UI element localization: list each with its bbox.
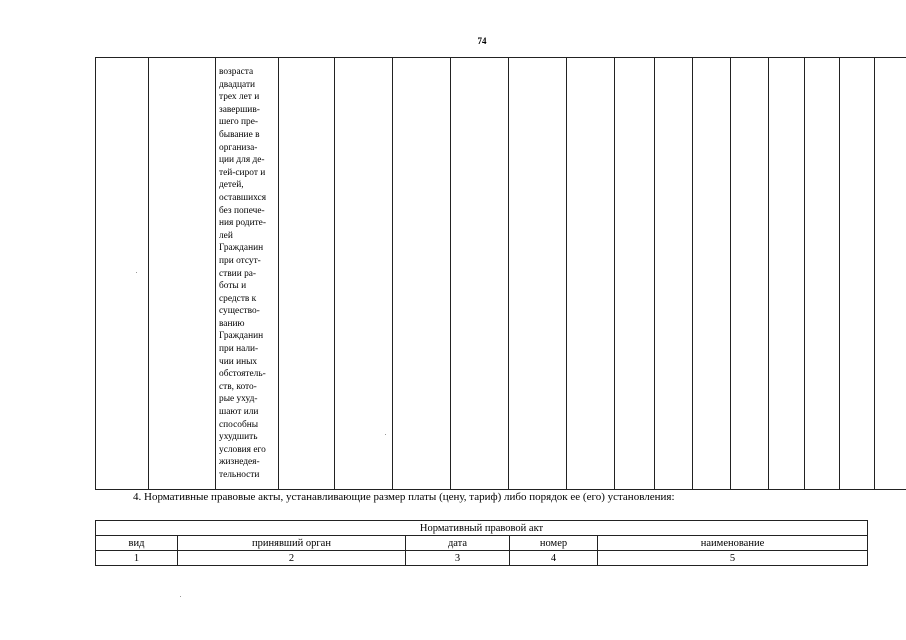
table-cell <box>335 58 393 490</box>
category-text-line: средств к <box>219 293 257 304</box>
table-cell <box>805 58 840 490</box>
column-header: дата <box>406 536 510 551</box>
table-cell <box>451 58 509 490</box>
category-text-line: тельности <box>219 470 260 480</box>
category-text-line: бывание в <box>219 129 260 140</box>
category-text-line: ухудшить <box>219 432 258 443</box>
normative-acts-table <box>95 520 868 566</box>
category-text-line: шают или <box>219 407 259 418</box>
table-cell <box>96 58 149 490</box>
category-text-line: обстоятель- <box>219 369 266 380</box>
table-header-row <box>96 521 868 536</box>
category-text-line: способны <box>219 419 259 430</box>
table-cell <box>509 58 567 490</box>
category-text-line: возраста <box>219 67 254 77</box>
acts-header: Нормативный правовой акт <box>96 521 868 536</box>
scan-speck <box>180 596 181 597</box>
category-text-line: ции для де- <box>219 155 265 166</box>
category-text-line: завершив- <box>219 104 260 115</box>
category-text-line: условия его <box>219 444 266 455</box>
column-header: наименование <box>598 536 868 551</box>
table-cell <box>769 58 805 490</box>
category-text-line: Гражданин <box>219 243 264 254</box>
table-numbers-row <box>96 551 868 566</box>
section-title: 4. Нормативные правовые акты, устанавливающие размер платы (цену, тариф) либо порядок ее (его) установления: <box>133 491 675 503</box>
column-number: 5 <box>598 551 868 566</box>
category-text-line: организа- <box>219 142 258 153</box>
category-text-line: Гражданин <box>219 331 264 342</box>
column-header: вид <box>96 536 178 551</box>
category-text-line: рые ухуд- <box>219 394 258 405</box>
scan-speck <box>385 434 386 435</box>
category-text-line: жизнедея- <box>219 457 260 468</box>
table-cell <box>693 58 731 490</box>
category-text-line: при нали- <box>219 344 259 355</box>
category-text-line: двадцати <box>219 79 256 90</box>
table-cell <box>279 58 335 490</box>
category-text-line: детей, <box>219 180 244 191</box>
table-cell <box>393 58 451 490</box>
category-text-line: ств, кото- <box>219 381 257 392</box>
category-text-line: чии иных <box>219 356 258 367</box>
category-text-line: существо- <box>219 306 260 317</box>
table-columns-row <box>96 536 868 551</box>
table-cell <box>655 58 693 490</box>
column-header: принявший орган <box>178 536 406 551</box>
scan-speck <box>136 272 137 273</box>
category-text-line: при отсут- <box>219 255 261 266</box>
service-table <box>95 57 906 490</box>
page-number: 74 <box>477 36 487 46</box>
category-text-line: ствии ра- <box>219 268 257 279</box>
column-number: 4 <box>510 551 598 566</box>
category-text-line: тей-сирот и <box>219 167 266 178</box>
column-number: 3 <box>406 551 510 566</box>
category-text-line: ния родите- <box>219 218 266 229</box>
column-number: 1 <box>96 551 178 566</box>
column-header: номер <box>510 536 598 551</box>
table-cell <box>840 58 875 490</box>
table-cell <box>615 58 655 490</box>
category-text-line: трех лет и <box>219 92 260 103</box>
category-text-line: боты и <box>219 281 247 292</box>
category-text <box>216 58 278 482</box>
table-cell <box>149 58 216 490</box>
category-text-line: ванию <box>219 318 245 329</box>
category-cell <box>216 58 279 490</box>
category-text-line: лей <box>219 230 233 241</box>
table-cell <box>567 58 615 490</box>
category-text-line: шего пре- <box>219 117 259 128</box>
column-number: 2 <box>178 551 406 566</box>
table-row <box>96 58 906 490</box>
category-text-line: оставшихся <box>219 192 267 203</box>
table-cell <box>731 58 769 490</box>
category-text-line: без попече- <box>219 205 265 216</box>
table-cell <box>875 58 906 490</box>
